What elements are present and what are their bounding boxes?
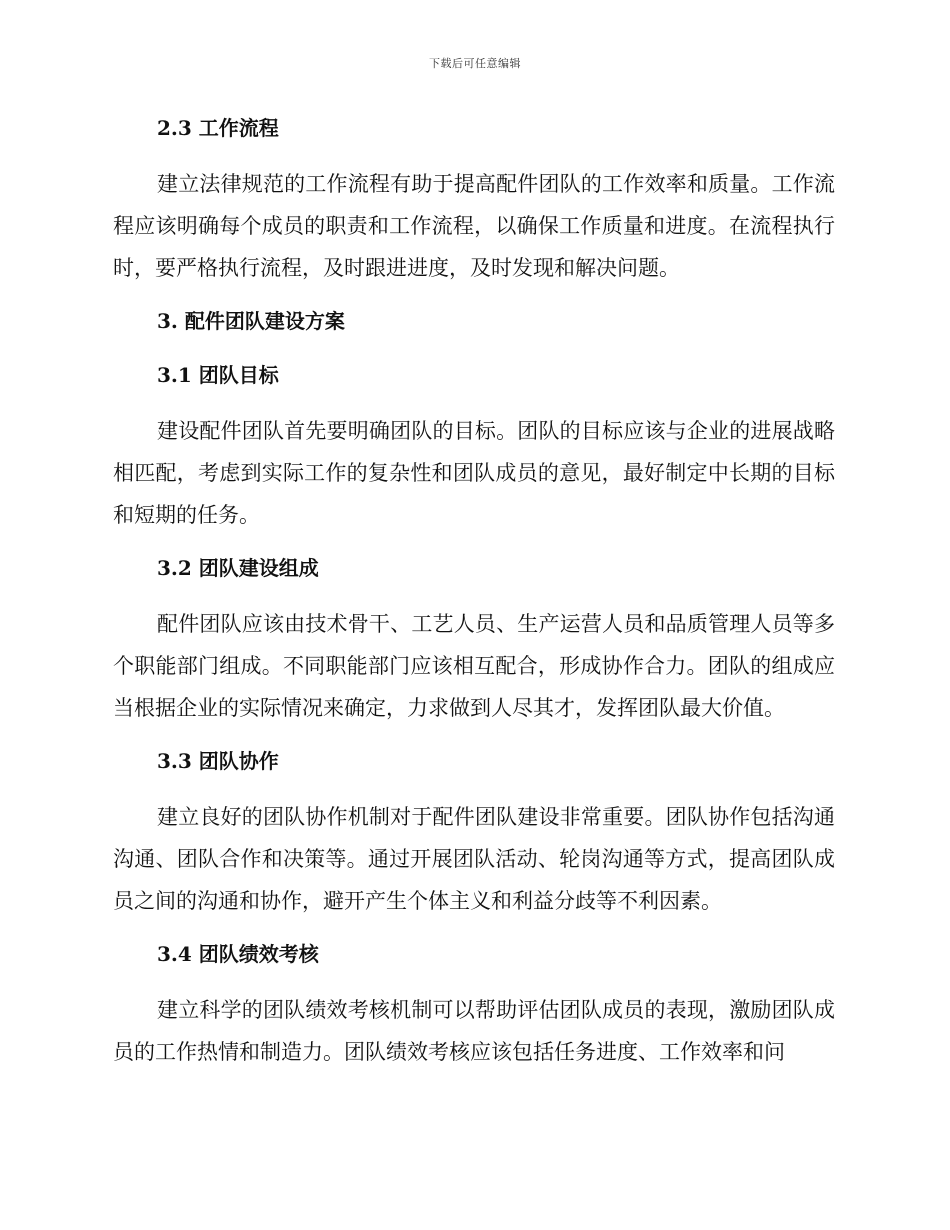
document-body (113, 108, 835, 1073)
paragraph-team-goals: 建设配件团队首先要明确团队的目标。团队的目标应该与企业的进展战略相匹配，考虑到实际工作的复杂性和团队成员的意见，最好制定中长期的目标和短期的任务。 (113, 419, 835, 527)
paragraph-performance-review: 建立科学的团队绩效考核机制可以帮助评估团队成员的表现，激励团队成员的工作热情和制造力。团队绩效考核应该包括任务进度、工作效率和问 (113, 998, 835, 1064)
paragraph-team-collaboration: 建立良好的团队协作机制对于配件团队建设非常重要。团队协作包括沟通沟通、团队合作和决策等。通过开展团队活动、轮岗沟通等方式，提高团队成员之间的沟通和协作，避开产生个体主义和利益分歧等不利因素。 (113, 805, 835, 913)
paragraph-workflow: 建立法律规范的工作流程有助于提高配件团队的工作效率和质量。工作流程应该明确每个成员的职责和工作流程，以确保工作质量和进度。在流程执行时，要严格执行流程，及时跟进进度，及时发现和解决问题。 (113, 172, 835, 280)
paragraph-team-composition: 配件团队应该由技术骨干、工艺人员、生产运营人员和品质管理人员等多个职能部门组成。不同职能部门应该相互配合，形成协作合力。团队的组成应当根据企业的实际情况来确定，力求做到人尽其才，发挥团队最大价值。 (113, 612, 835, 720)
section-heading-3-2: 3.2 团队建设组成 (157, 556, 319, 580)
section-heading-3-3: 3.3 团队协作 (157, 749, 279, 773)
section-heading-3: 3. 配件团队建设方案 (157, 309, 345, 333)
section-heading-3-1: 3.1 团队目标 (157, 363, 279, 387)
section-heading-2-3: 2.3 工作流程 (157, 116, 279, 140)
section-heading-3-4: 3.4 团队绩效考核 (157, 942, 319, 966)
header-note: 下载后可任意编辑 (429, 57, 521, 70)
